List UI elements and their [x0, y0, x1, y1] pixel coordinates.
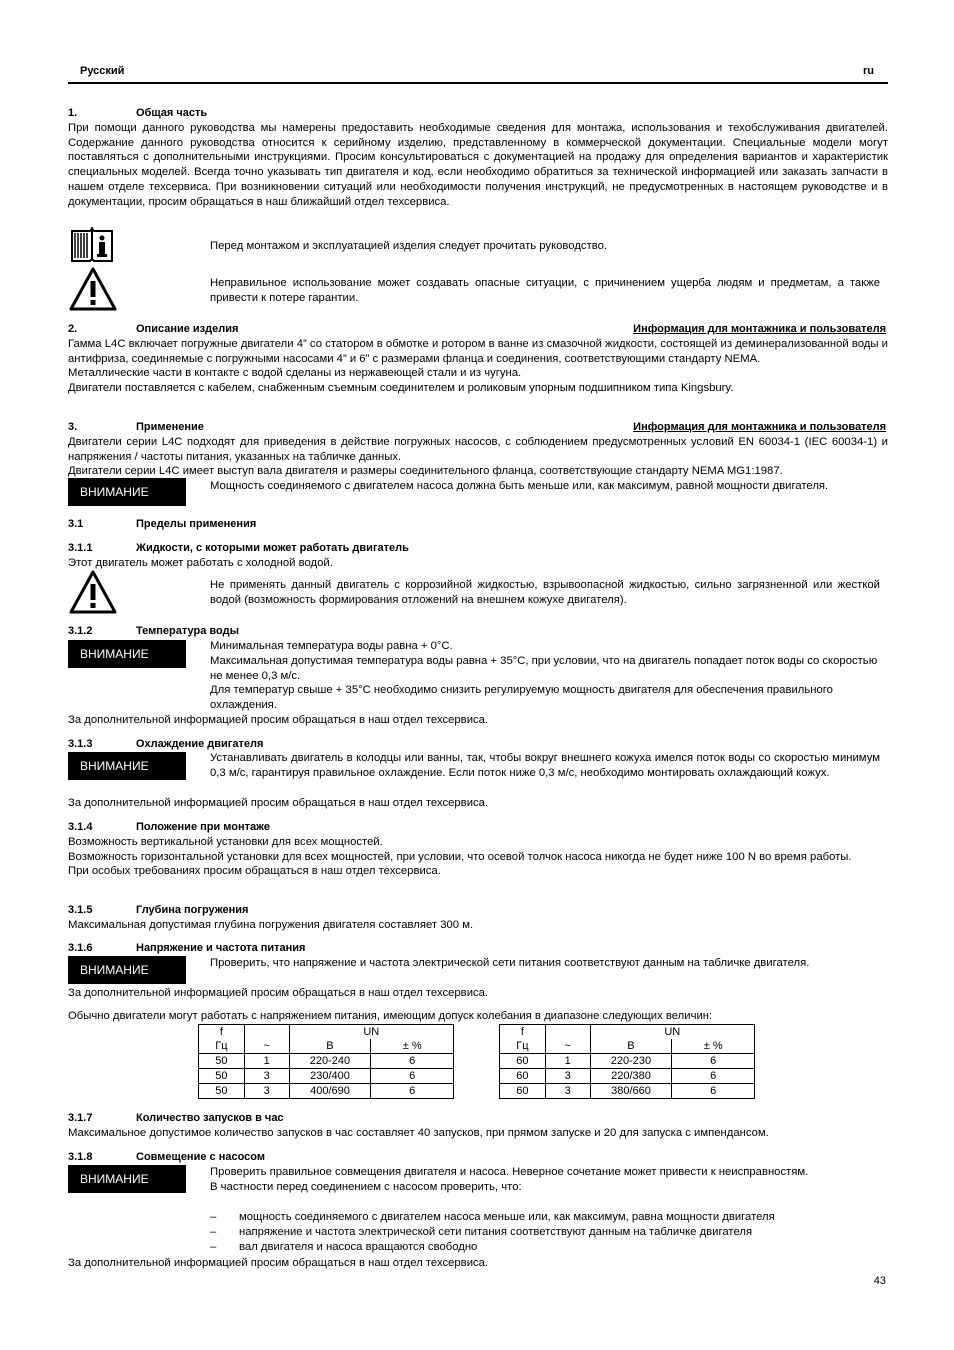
footnote: За дополнительной информацией просим обращаться в наш отдел техсервиса.: [68, 714, 489, 726]
section-title: Положение при монтаже: [136, 821, 270, 833]
table-cell: 60: [500, 1054, 546, 1069]
table-body-50: [199, 1054, 454, 1099]
section-3-1: [68, 517, 888, 532]
section-number: 3.1.5: [68, 904, 93, 916]
section-title: Жидкости, с которыми может работать двигатель: [136, 542, 409, 554]
list-item: [68, 1240, 888, 1255]
section-number: 3.1: [68, 518, 84, 530]
warning-text: [210, 639, 880, 713]
paragraph: Максимальное допустимое количество запусков в час составляет 40 запусков, при прямом запуске и 20 для запуска с импендансом.: [68, 1126, 769, 1139]
table-cell: 6: [672, 1084, 755, 1099]
table-row: [500, 1084, 755, 1099]
table-cell: 60: [500, 1069, 546, 1084]
section-3-1-5: [68, 903, 888, 933]
list-item-text: напряжение и частота электрической сети питания соответствуют данным на табличке двигателя: [239, 1226, 753, 1238]
table-cell: 50: [199, 1084, 245, 1099]
note-danger: Неправильное использование может создавать опасные ситуации, с причинением ущерба людям и предметам, а также привести к потере гарантии.: [210, 277, 880, 304]
section-2-heading: [68, 322, 888, 337]
voltage-table-50hz: [198, 1024, 454, 1099]
list-item: [68, 1225, 888, 1240]
section-number: 3.1.1: [68, 542, 93, 554]
section-heading: [68, 1150, 888, 1165]
warning-triangle-icon: [68, 266, 118, 317]
section-number: 3.1.6: [68, 942, 93, 954]
section-3-1-2: [68, 624, 888, 639]
section-number: 3.1.2: [68, 625, 93, 637]
line: Максимальная допустимая температура воды равна + 35°C, при условии, что на двигатель попадает поток воды со скоростью не менее 0,3 м/с.: [210, 654, 878, 682]
table-cell: 6: [672, 1069, 755, 1084]
table-header: UN: [289, 1025, 453, 1040]
section-number: 2.: [68, 323, 78, 335]
table-cell: 6: [672, 1054, 755, 1069]
section-3-1-7: [68, 1111, 888, 1141]
paragraph: Двигатели поставляется с кабелем, снабженным съемным соединителем и роликовым упорным подшипником типа Kingsbury.: [68, 382, 734, 395]
section-number: 3.: [68, 421, 78, 433]
section-1-text: При помощи данного руководства мы намерены предоставить необходимые сведения для монтажа, использования и техобслуживания двигателей. Содержание данного руководства относится к серийному изделию, представленному в коммерческой документации. Специальные модели могут поставляться с дополнительными инструкциями. Просим консультироваться с документацией на продажу для определения вариантов и характеристик специальных моделей. Всегда точно указывать тип двигателя и код, если необходимо обратиться за технической информацией или заказать запчасти в нашем отделе техсервиса. При возникновении ситуаций или необходимости получения инструкций, не предусмотренных в настоящем руководстве и в документации, просим обращаться в наш ближайший отдел техсервиса.: [68, 121, 888, 208]
section-title: Пределы применения: [136, 518, 257, 530]
table-cell: 3: [545, 1069, 590, 1084]
note-read-manual: Перед монтажом и эксплуатацией изделия следует прочитать руководство.: [210, 240, 608, 252]
paragraph: При особых требованиях просим обращаться в наш отдел техсервиса.: [68, 865, 441, 878]
dash-marker: –: [210, 1211, 217, 1223]
section-heading: [68, 820, 888, 835]
table-cell: 400/690: [289, 1084, 371, 1099]
warning-badge: ВНИМАНИЕ: [68, 1165, 186, 1193]
warning-text: Проверить, что напряжение и частота электрической сети питания соответствуют данным на табличке двигателя.: [210, 957, 810, 969]
warning-text: [210, 1165, 880, 1195]
table-cell: 3: [545, 1084, 590, 1099]
table-cell: 220-240: [289, 1054, 371, 1069]
section-3-1-1: [68, 541, 888, 571]
paragraph: Обычно двигатели могут работать с напряжением питания, имеющим допуск колебания в диапазоне следующих величин:: [68, 1010, 713, 1022]
table-cell: 3: [244, 1084, 289, 1099]
table-cell: 380/660: [590, 1084, 672, 1099]
warning-triangle-icon: [68, 569, 118, 620]
section-3-heading: [68, 420, 888, 435]
section-1-heading: [68, 106, 888, 121]
section-title: Совмещение с насосом: [136, 1151, 265, 1163]
danger-text: Не применять данный двигатель с коррозийной жидкостью, взрывоопасной жидкостью, сильно загрязненной или жесткой водой (возможность формирования отложений на внешнем кожухе двигателя).: [210, 579, 880, 606]
section-heading: [68, 1111, 888, 1126]
list-item: [68, 1210, 888, 1225]
section-heading: [68, 541, 888, 556]
footnote: За дополнительной информацией просим обращаться в наш отдел техсервиса.: [68, 987, 489, 999]
section-3-1-3: [68, 737, 888, 752]
table-cell: 6: [371, 1069, 454, 1084]
section-title: Температура воды: [136, 625, 239, 637]
table-cell: 1: [545, 1054, 590, 1069]
warning-badge: ВНИМАНИЕ: [68, 478, 186, 506]
table-cell: 3: [244, 1069, 289, 1084]
dash-marker: –: [210, 1241, 217, 1253]
table-cell: 6: [371, 1054, 454, 1069]
table-header: ~: [545, 1039, 590, 1054]
table-cell: 220/380: [590, 1069, 672, 1084]
table-cell: 60: [500, 1084, 546, 1099]
table-row: [199, 1069, 454, 1084]
checklist: [68, 1210, 888, 1255]
section-number: 3.1.7: [68, 1112, 93, 1124]
warning-badge: ВНИМАНИЕ: [68, 956, 186, 984]
table-header: f: [199, 1025, 245, 1040]
section-3-1-8: [68, 1150, 888, 1165]
table-cell: 220-230: [590, 1054, 672, 1069]
table-header: ~: [244, 1039, 289, 1054]
table-row: [199, 1084, 454, 1099]
paragraph: Металлические части в контакте с водой сделаны из нержавеющей стали и из чугуна.: [68, 367, 522, 380]
section-title: Напряжение и частота питания: [136, 942, 306, 954]
table-cell: 1: [244, 1054, 289, 1069]
section-3-1-6: [68, 941, 888, 956]
table-header: [244, 1025, 289, 1040]
table-header: В: [590, 1039, 672, 1054]
line: Для температур свыше + 35°C необходимо снизить регулируемую мощность двигателя для обеспечения правильного охлаждения.: [210, 684, 833, 712]
section-3-1-4: [68, 820, 888, 879]
section-heading: [68, 517, 888, 532]
warning-badge: ВНИМАНИЕ: [68, 640, 186, 668]
paragraph: Максимальная допустимая глубина погружения двигателя составляет 300 м.: [68, 918, 474, 931]
paragraph: Гамма L4C включает погружные двигатели 4” со статором в обмотке и ротором в ванне из смазочной жидкости, состоящей из деминерализованной воды и антифриза, соединяемые с погружными насосами 4” и 6” с размерами фланца и соединения, соответствующими стандарту NEMA.: [68, 337, 888, 365]
section-heading: [68, 624, 888, 639]
paragraph: Двигатели серии L4C имеет выступ вала двигателя и размеры соединительного фланца, соответствующие стандарту NEMA MG1:1987.: [68, 465, 783, 478]
table-header: Гц: [199, 1039, 245, 1054]
table-header: Гц: [500, 1039, 546, 1054]
read-manual-icon: [70, 227, 114, 268]
section-title: Глубина погружения: [136, 904, 249, 916]
header-language: Русский: [80, 65, 125, 77]
section-number: 3.1.4: [68, 821, 93, 833]
paragraph: Этот двигатель может работать с холодной водой.: [68, 556, 333, 569]
section-number: 3.1.8: [68, 1151, 93, 1163]
table-cell: 50: [199, 1054, 245, 1069]
page-number: 43: [873, 1275, 886, 1287]
page-header: [80, 64, 888, 82]
table-cell: 50: [199, 1069, 245, 1084]
footnote: За дополнительной информацией просим обращаться в наш отдел техсервиса.: [68, 1257, 489, 1269]
section-heading: [68, 737, 888, 752]
table-header: f: [500, 1025, 546, 1040]
paragraph: Двигатели серии L4C подходят для приведения в действие погружных насосов, с соблюдением предусмотренных условий EN 60034-1 (IEC 60034-1) и напряжения / частоты питания, указанных на табличке данных.: [68, 435, 888, 463]
audience-label: Информация для монтажника и пользователя: [633, 421, 886, 433]
warning-badge: ВНИМАНИЕ: [68, 752, 186, 780]
table-header: ± %: [672, 1039, 755, 1054]
line: В частности перед соединением с насосом проверить, что:: [210, 1180, 522, 1193]
table-cell: 230/400: [289, 1069, 371, 1084]
header-lang-code: ru: [863, 65, 874, 77]
table-cell: 6: [371, 1084, 454, 1099]
table-row: [199, 1054, 454, 1069]
section-title: Общая часть: [136, 107, 208, 119]
paragraph: Возможность горизонтальной установки для всех мощностей, при условии, что осевой толчок насоса никогда не будет ниже 100 N во время работы.: [68, 850, 852, 863]
section-number: 3.1.3: [68, 738, 93, 750]
warning-text: Мощность соединяемого с двигателем насоса должна быть меньше или, как максимум, равной мощности двигателя.: [210, 480, 829, 492]
list-item-text: мощность соединяемого с двигателем насоса меньше или, как максимум, равна мощности двигателя: [239, 1211, 775, 1223]
footnote: За дополнительной информацией просим обращаться в наш отдел техсервиса.: [68, 797, 489, 809]
dash-marker: –: [210, 1226, 217, 1238]
audience-label: Информация для монтажника и пользователя: [633, 323, 886, 335]
warning-text: Устанавливать двигатель в колодцы или ванны, так, чтобы вокруг внешнего кожуха имелся поток воды со скоростью минимум 0,3 м/с, гарантируя правильное охлаждение. Если поток ниже 0,3 м/с, необходимо монтировать охлаждающий кожух.: [210, 752, 880, 779]
table-header: UN: [590, 1025, 754, 1040]
section-heading: [68, 903, 888, 918]
line: Минимальная температура воды равна + 0°C.: [210, 640, 453, 652]
table-header: ± %: [371, 1039, 454, 1054]
section-title: Количество запусков в час: [136, 1112, 284, 1124]
table-body-60: [500, 1054, 755, 1099]
section-title: Охлаждение двигателя: [136, 738, 264, 750]
section-1: [68, 106, 888, 210]
table-row: [500, 1054, 755, 1069]
voltage-table-60hz: [499, 1024, 755, 1099]
line: Проверить правильное совмещения двигателя и насоса. Неверное сочетание может привести к неисправностям.: [210, 1166, 809, 1178]
table-row: [500, 1069, 755, 1084]
table-header: [545, 1025, 590, 1040]
section-2: [68, 322, 888, 396]
section-number: 1.: [68, 107, 78, 119]
section-heading: [68, 941, 888, 956]
table-header: В: [289, 1039, 371, 1054]
list-item-text: вал двигателя и насоса вращаются свободно: [239, 1241, 478, 1253]
section-title: Описание изделия: [136, 323, 239, 335]
section-3: [68, 420, 888, 479]
header-divider: [68, 82, 888, 84]
section-title: Применение: [136, 421, 204, 433]
paragraph: Возможность вертикальной установки для всех мощностей.: [68, 835, 383, 848]
